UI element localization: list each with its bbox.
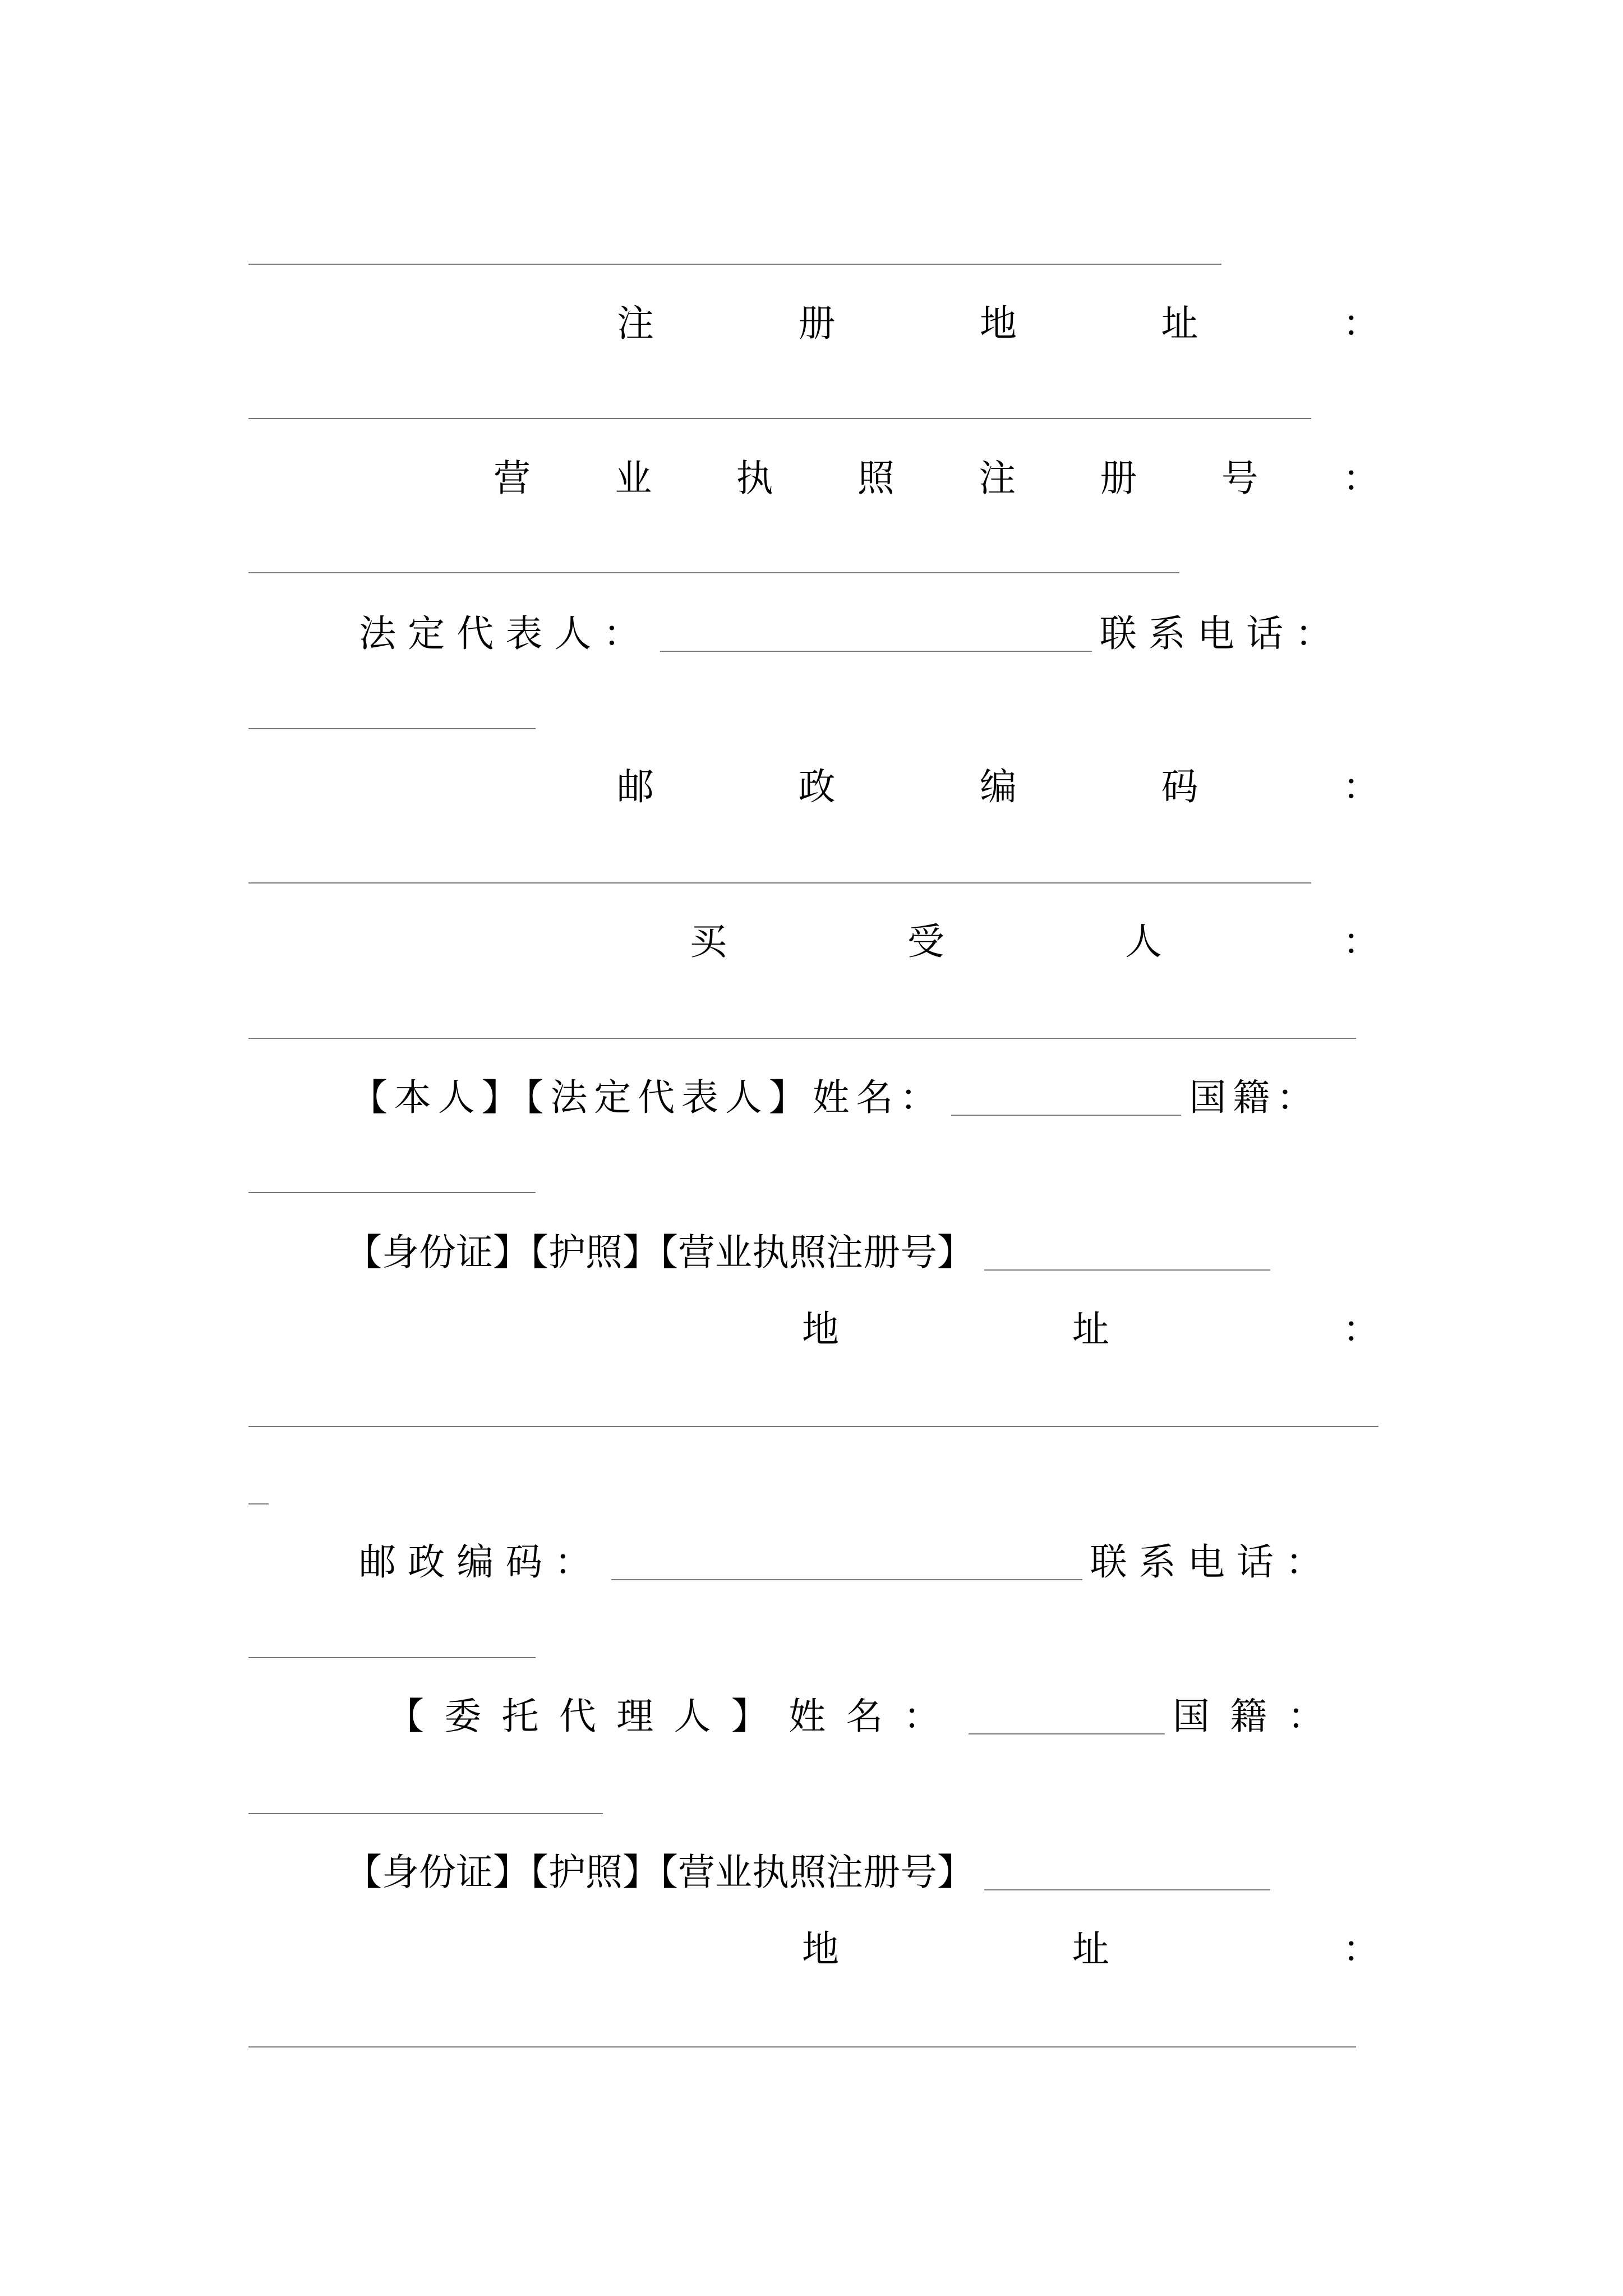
agent-name-blank[interactable] [969,1699,1165,1734]
agent-address-label: 地 址 ： [802,1927,1380,1971]
buyer-postcode-label: 邮政编码： [359,1540,603,1584]
buyer-name-label: 【本人】【法定代表人】姓名： [351,1076,944,1119]
agent-id-label: 【身份证】【护照】【营业执照注册号】 [345,1851,974,1894]
buyer-address-blank-overflow[interactable] [248,1503,269,1504]
buyer-blank[interactable] [248,1038,1356,1039]
blank-line[interactable] [248,264,1221,265]
buyer-address-blank[interactable] [248,1426,1378,1427]
buyer-id-row [345,1227,1278,1278]
agent-id-row [345,1847,1278,1898]
buyer-id-blank[interactable] [984,1235,1270,1271]
legal-rep-label: 法定代表人： [359,612,652,655]
agent-nationality-blank[interactable] [248,1813,603,1814]
buyer-postcode-row [359,1537,1334,1588]
buyer-phone-label: 联系电话： [1090,1540,1335,1584]
buyer-phone-blank[interactable] [248,1657,536,1658]
business-license-label: 营 业 执 照 注 册 号 ： [494,457,1380,500]
buyer-name-blank[interactable] [951,1080,1181,1116]
buyer-address-label: 地 址 ： [802,1308,1380,1351]
agent-id-blank[interactable] [984,1855,1270,1890]
agent-nationality-label: 国籍： [1173,1695,1345,1738]
agent-address-blank[interactable] [248,2046,1356,2047]
agent-name-label: 【委托代理人】姓名： [387,1695,961,1738]
registered-address-label: 注 册 地 址 ： [617,302,1380,345]
buyer-nationality-label: 国籍： [1189,1076,1320,1119]
business-license-blank[interactable] [248,572,1179,573]
buyer-nationality-blank[interactable] [248,1192,536,1193]
postcode-label: 邮 政 编 码 ： [617,765,1380,808]
agent-name-row [387,1691,1345,1742]
legal-rep-blank[interactable] [660,616,1092,652]
buyer-id-label: 【身份证】【护照】【营业执照注册号】 [345,1231,974,1274]
buyer-name-row [351,1073,1320,1123]
buyer-label: 买 受 人 ： [690,920,1380,963]
registered-address-blank[interactable] [248,418,1311,419]
postcode-blank[interactable] [248,882,1311,884]
phone-blank[interactable] [248,728,536,729]
buyer-postcode-blank[interactable] [611,1544,1082,1580]
phone-label: 联系电话： [1099,612,1344,655]
legal-representative-row [359,609,1344,659]
